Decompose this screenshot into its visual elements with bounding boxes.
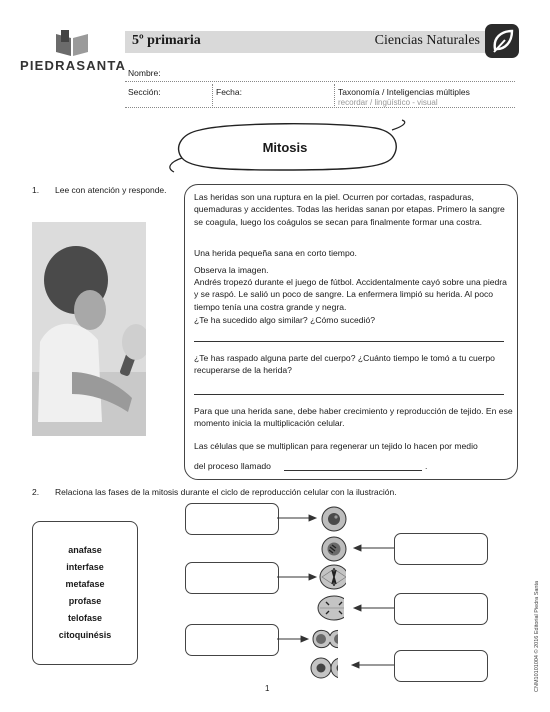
date-label: Fecha: xyxy=(216,87,242,97)
subject-title: Ciencias Naturales xyxy=(374,33,480,48)
question-b: ¿Te has raspado alguna parte del cuerpo? ¿Cuánto tiempo le tomó a tu cuerpo recuperarse de la herida? xyxy=(194,353,495,376)
name-label: Nombre: xyxy=(128,68,161,78)
term-item: profase xyxy=(68,596,102,606)
question-instruction: Lee con atención y responde. xyxy=(55,185,167,195)
section-label: Sección: xyxy=(128,87,161,97)
term-item: telofase xyxy=(67,613,102,623)
question-number: 1. xyxy=(32,185,40,195)
cell-cytokinesis-icon xyxy=(310,655,338,683)
paragraph: Observa la imagen. xyxy=(194,265,269,275)
page-title: Mitosis xyxy=(262,140,308,155)
cell-prophase-icon xyxy=(320,535,348,563)
copyright-side-text: CNM10101004 © 2016 Editorial Piedra Santa xyxy=(534,580,540,692)
paragraph: Las células que se multiplican para regenerar un tejido lo hacen por medio xyxy=(194,441,478,451)
grade-label: 5º primaria xyxy=(132,33,201,48)
paragraph: Las heridas son una ruptura en la piel. Ocurren por cortadas, raspaduras, quemaduras y accidentes. Todas las heridas sanan por etapas. Primero la sangre se coagula, luego los coágulos se secan para finalmente formar una costra. xyxy=(194,192,505,227)
cell-interphase-icon xyxy=(320,505,348,533)
taxonomy-label: Taxonomía / Inteligencias múltiples xyxy=(338,87,470,97)
cell-telophase-icon xyxy=(310,624,338,652)
term-item: interfase xyxy=(66,562,104,572)
question-a: ¿Te ha sucedido algo similar? ¿Cómo sucedió? xyxy=(194,315,376,325)
cell-anaphase-icon xyxy=(316,594,344,622)
paragraph: Para que una herida sane, debe haber crecimiento y reproducción de tejido. En ese momento inicia la multiplicación celular. xyxy=(194,406,513,429)
paragraph-prefix: del proceso llamado xyxy=(194,461,271,471)
question-number: 2. xyxy=(32,487,40,497)
page-number: 1 xyxy=(265,684,270,693)
paragraph: Una herida pequeña sana en corto tiempo. xyxy=(194,248,357,258)
taxonomy-value: recordar / lingüístico - visual xyxy=(338,98,438,107)
term-item: anafase xyxy=(68,545,102,555)
paragraph-suffix: . xyxy=(425,461,428,471)
paragraph: Andrés tropezó durante el juego de fútbol. Accidentalmente cayó sobre una piedra y se raspó. Le salió un poco de sangre. La enfermera limpió su herida. Al poco tiempo tenía una costra grande y negra. xyxy=(194,277,507,312)
term-item: citoquinésis xyxy=(58,630,112,640)
logo-text: PIEDRASANTA xyxy=(20,58,127,73)
term-item: metafase xyxy=(65,579,105,589)
question-instruction: Relaciona las fases de la mitosis durante el ciclo de reproducción celular con la ilustración. xyxy=(55,487,397,497)
cell-metaphase-icon xyxy=(318,563,346,591)
